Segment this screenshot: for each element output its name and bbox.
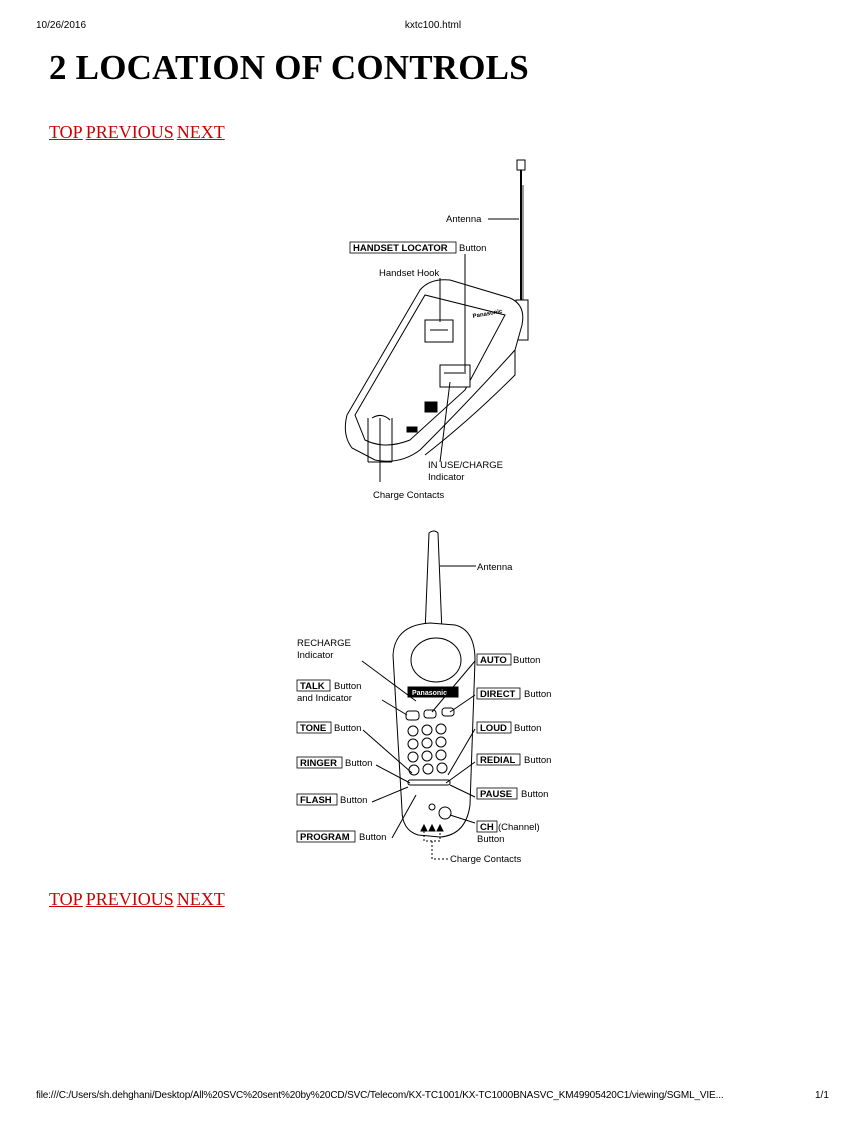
page-title: 2 LOCATION OF CONTROLS <box>49 48 529 87</box>
talk-label: TALK <box>300 681 325 692</box>
program-label: PROGRAM <box>300 832 350 843</box>
in-use-label-line1: IN USE/CHARGE <box>428 460 503 471</box>
handset-brand-logo: Panasonic <box>412 690 448 697</box>
direct-label: DIRECT <box>480 689 516 700</box>
nav-bottom-links <box>49 889 228 910</box>
ringer-label: RINGER <box>300 758 337 769</box>
print-footer-url: file:///C:/Users/sh.dehghani/Desktop/All%20SVC%20sent%20by%20CD/SVC/Telecom/KX-TC1001/KX-TC1000BNASVC_KM49905420C1/viewing/SGML_VIE... <box>36 1090 724 1101</box>
nav-next-link-bottom[interactable]: NEXT <box>176 889 225 909</box>
nav-top-links <box>49 122 228 143</box>
nav-top-link-bottom[interactable]: TOP <box>49 889 83 909</box>
pause-label: PAUSE <box>480 789 513 800</box>
tone-label: TONE <box>300 723 327 734</box>
handset-charge-contacts-label: Charge Contacts <box>450 854 522 865</box>
handset-antenna-label: Antenna <box>477 562 513 573</box>
direct-suffix: Button <box>524 689 552 700</box>
base-brand-logo: Panasonic <box>472 308 503 320</box>
ch-suffix: (Channel) <box>498 822 540 833</box>
ch-label-line2: Button <box>477 834 505 845</box>
ringer-suffix: Button <box>345 758 373 769</box>
redial-label: REDIAL <box>480 755 516 766</box>
print-filename: kxtc100.html <box>404 20 462 31</box>
handset-hook-shape <box>425 320 453 342</box>
nav-top-link[interactable]: TOP <box>49 122 83 142</box>
talk-suffix: Button <box>334 681 362 692</box>
base-antenna-label: Antenna <box>446 214 482 225</box>
base-logo-strip <box>407 427 417 432</box>
loud-label: LOUD <box>480 723 507 734</box>
base-logo-block <box>425 402 437 412</box>
handset-diagram <box>290 525 580 870</box>
recharge-label-line1: RECHARGE <box>297 638 351 649</box>
nav-next-link[interactable]: NEXT <box>176 122 225 142</box>
flash-label: FLASH <box>300 795 332 806</box>
ch-label: CH <box>480 822 494 833</box>
redial-suffix: Button <box>524 755 552 766</box>
nav-previous-link-bottom[interactable]: PREVIOUS <box>85 889 174 909</box>
program-suffix: Button <box>359 832 387 843</box>
auto-suffix: Button <box>513 655 541 666</box>
handset-hook-label: Handset Hook <box>379 268 440 279</box>
in-use-label-line2: Indicator <box>428 472 465 483</box>
nav-previous-link[interactable]: PREVIOUS <box>85 122 174 142</box>
recharge-label-line2: Indicator <box>297 650 334 661</box>
flash-suffix: Button <box>340 795 368 806</box>
handset-locator-suffix: Button <box>459 243 487 254</box>
auto-label: AUTO <box>480 655 507 666</box>
contact-arrows <box>421 825 443 831</box>
print-page-number: 1/1 <box>815 1090 829 1101</box>
print-date: 10/26/2016 <box>36 20 87 31</box>
handset-locator-label: HANDSET LOCATOR <box>353 243 448 254</box>
loud-suffix: Button <box>514 723 542 734</box>
tone-suffix: Button <box>334 723 362 734</box>
base-charge-contacts-label: Charge Contacts <box>373 490 445 501</box>
base-antenna-tip <box>517 160 525 170</box>
pause-suffix: Button <box>521 789 549 800</box>
base-unit-diagram <box>290 150 550 510</box>
talk-label-line2: and Indicator <box>297 693 352 704</box>
handset-antenna <box>425 531 442 633</box>
